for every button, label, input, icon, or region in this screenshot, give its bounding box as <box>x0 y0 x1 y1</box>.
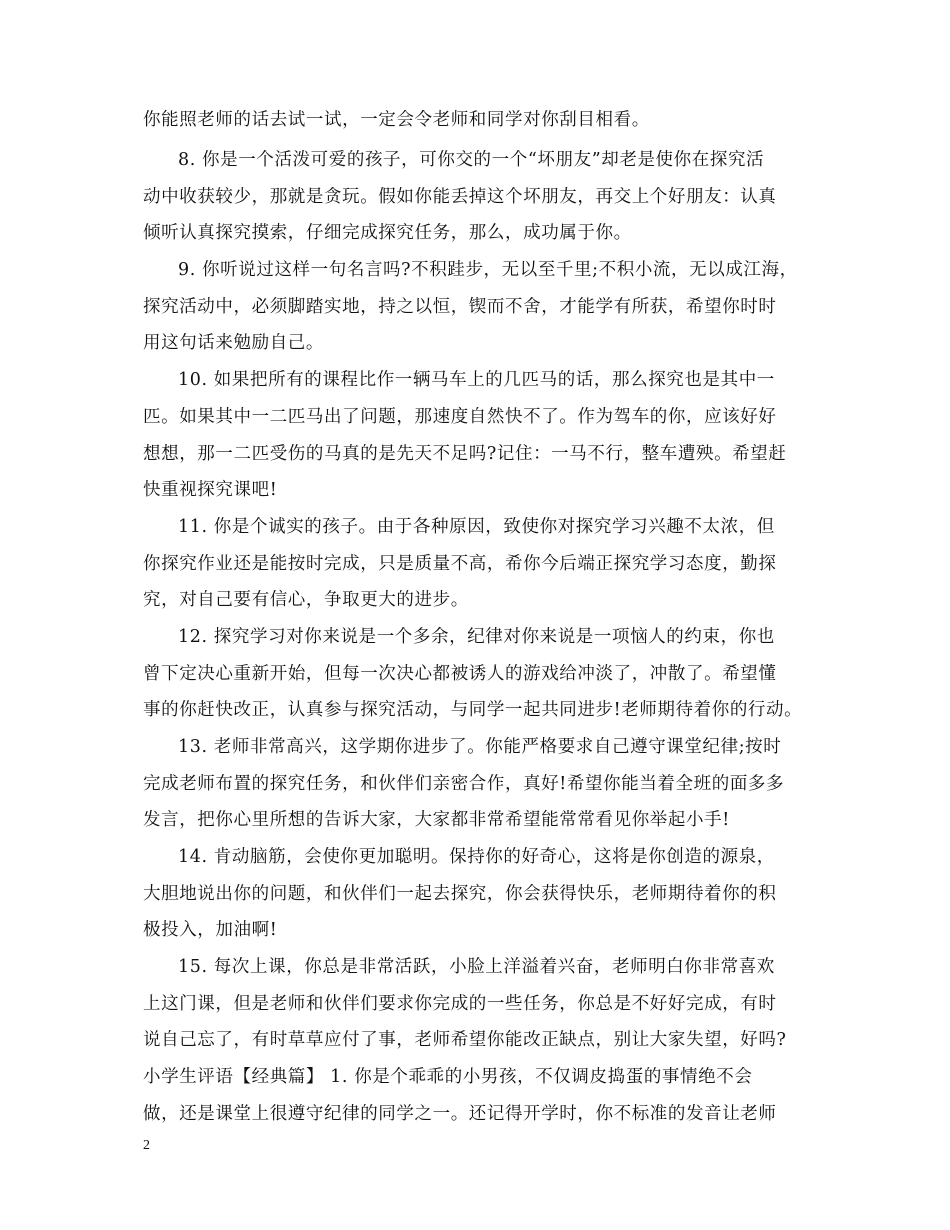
text-line: 14. 肯动脑筋，会使你更加聪明。保持你的好奇心，这将是你创造的源泉， <box>178 847 775 867</box>
text-line: 小学生评语【经典篇】 1. 你是个乖乖的小男孩，不仅调皮捣蛋的事情绝不会 <box>143 1067 753 1087</box>
text-line: 9. 你听说过这样一句名言吗?不积跬步，无以至千里;不积小流，无以成江海， <box>178 260 798 280</box>
page-number: 2 <box>143 1138 150 1153</box>
text-line: 11. 你是个诚实的孩子。由于各种原因，致使你对探究学习兴趣不太浓，但 <box>178 517 775 537</box>
text-line: 说自己忘了，有时草草应付了事，老师希望你能改正缺点，别让大家失望，好吗? <box>143 1030 787 1050</box>
text-line: 8. 你是一个活泼可爱的孩子，可你交的一个“坏朋友”却老是使你在探究活 <box>178 150 765 170</box>
text-line: 事的你赶快改正，认真参与探究活动，与同学一起共同进步!老师期待着你的行动。 <box>143 700 803 720</box>
text-line: 15. 每次上课，你总是非常活跃，小脸上洋溢着兴奋，老师明白你非常喜欢 <box>178 957 775 977</box>
text-line: 完成老师布置的探究任务，和伙伴们亲密合作，真好!希望你能当着全班的面多多 <box>143 774 785 794</box>
text-line: 究，对自己要有信心，争取更大的进步。 <box>143 590 469 610</box>
text-line: 匹。如果其中一二匹马出了问题，那速度自然快不了。作为驾车的你，应该好好 <box>143 407 777 427</box>
text-line: 发言，把你心里所想的告诉大家，大家都非常希望能常常看见你举起小手! <box>143 810 730 830</box>
text-line: 10. 如果把所有的课程比作一辆马车上的几匹马的话，那么探究也是其中一 <box>178 370 775 390</box>
text-line: 你能照老师的话去试一试，一定会令老师和同学对你刮目相看。 <box>143 110 650 130</box>
text-line: 12. 探究学习对你来说是一个多余，纪律对你来说是一项恼人的约束，你也 <box>178 627 775 647</box>
text-line: 13. 老师非常高兴，这学期你进步了。你能严格要求自己遵守课堂纪律;按时 <box>178 737 782 757</box>
text-line: 你探究作业还是能按时完成，只是质量不高，希你今后端正探究学习态度，勤探 <box>143 554 777 574</box>
text-line: 倾听认真探究摸索，仔细完成探究任务，那么，成功属于你。 <box>143 223 632 243</box>
text-line: 做，还是课堂上很遵守纪律的同学之一。还记得开学时，你不标准的发音让老师 <box>143 1104 777 1124</box>
text-line: 快重视探究课吧! <box>143 480 278 500</box>
text-line: 大胆地说出你的问题，和伙伴们一起去探究，你会获得快乐，老师期待着你的积 <box>143 884 777 904</box>
text-line: 想想，那一二匹受伤的马真的是先天不足吗?记住：一马不行，整车遭殃。希望赶 <box>143 444 787 464</box>
text-line: 上这门课，但是老师和伙伴们要求你完成的一些任务，你总是不好好完成，有时 <box>143 994 777 1014</box>
text-line: 极投入，加油啊! <box>143 920 278 940</box>
text-line: 用这句话来勉励自己。 <box>143 333 324 353</box>
text-line: 曾下定决心重新开始，但每一次决心都被诱人的游戏给冲淡了，冲散了。希望懂 <box>143 664 777 684</box>
text-line: 探究活动中，必须脚踏实地，持之以恒，锲而不舍，才能学有所获，希望你时时 <box>143 297 777 317</box>
text-line: 动中收获较少，那就是贪玩。假如你能丢掉这个坏朋友，再交上个好朋友：认真 <box>143 187 777 207</box>
